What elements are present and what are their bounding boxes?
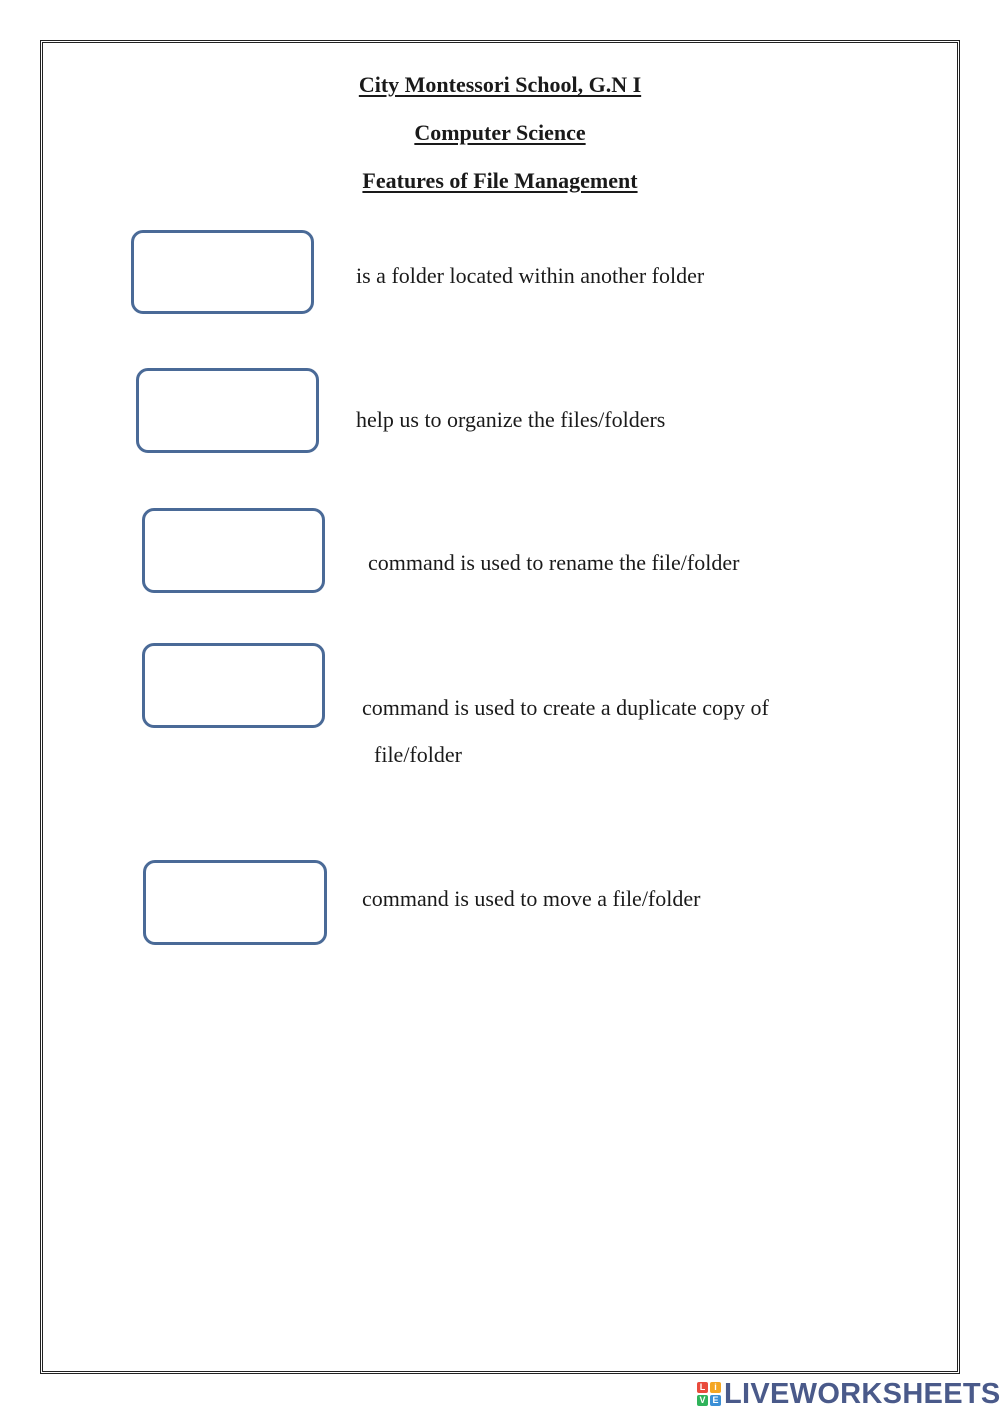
question-5-text: command is used to move a file/folder (362, 886, 701, 911)
answer-box-2[interactable] (136, 368, 319, 453)
answer-input-4[interactable] (145, 646, 322, 725)
answer-input-3[interactable] (145, 511, 322, 590)
question-4-text-continued: file/folder (374, 742, 462, 767)
answer-input-2[interactable] (139, 371, 316, 450)
answer-box-4[interactable] (142, 643, 325, 728)
answer-box-1[interactable] (131, 230, 314, 314)
answer-box-3[interactable] (142, 508, 325, 593)
worksheet-topic: Features of File Management (362, 168, 638, 193)
question-2-text: help us to organize the files/folders (356, 407, 666, 432)
logo-letter-l: L (697, 1382, 708, 1393)
logo-letter-i: i (710, 1382, 721, 1393)
question-4-text: command is used to create a duplicate copy of (362, 695, 769, 720)
answer-input-5[interactable] (146, 863, 324, 942)
watermark-text: LIVEWORKSHEETS (724, 1378, 1000, 1410)
subject-title: Computer Science (414, 120, 586, 145)
school-title: City Montessori School, G.N I (358, 72, 642, 97)
liveworksheets-logo-icon (697, 1382, 721, 1406)
question-1-text: is a folder located within another folder (356, 263, 705, 288)
answer-box-5[interactable] (143, 860, 327, 945)
logo-letter-e: E (710, 1395, 721, 1406)
logo-letter-v: V (697, 1395, 708, 1406)
answer-input-1[interactable] (134, 233, 311, 311)
liveworksheets-watermark (697, 1378, 1000, 1410)
question-3-text: command is used to rename the file/folder (368, 550, 740, 575)
